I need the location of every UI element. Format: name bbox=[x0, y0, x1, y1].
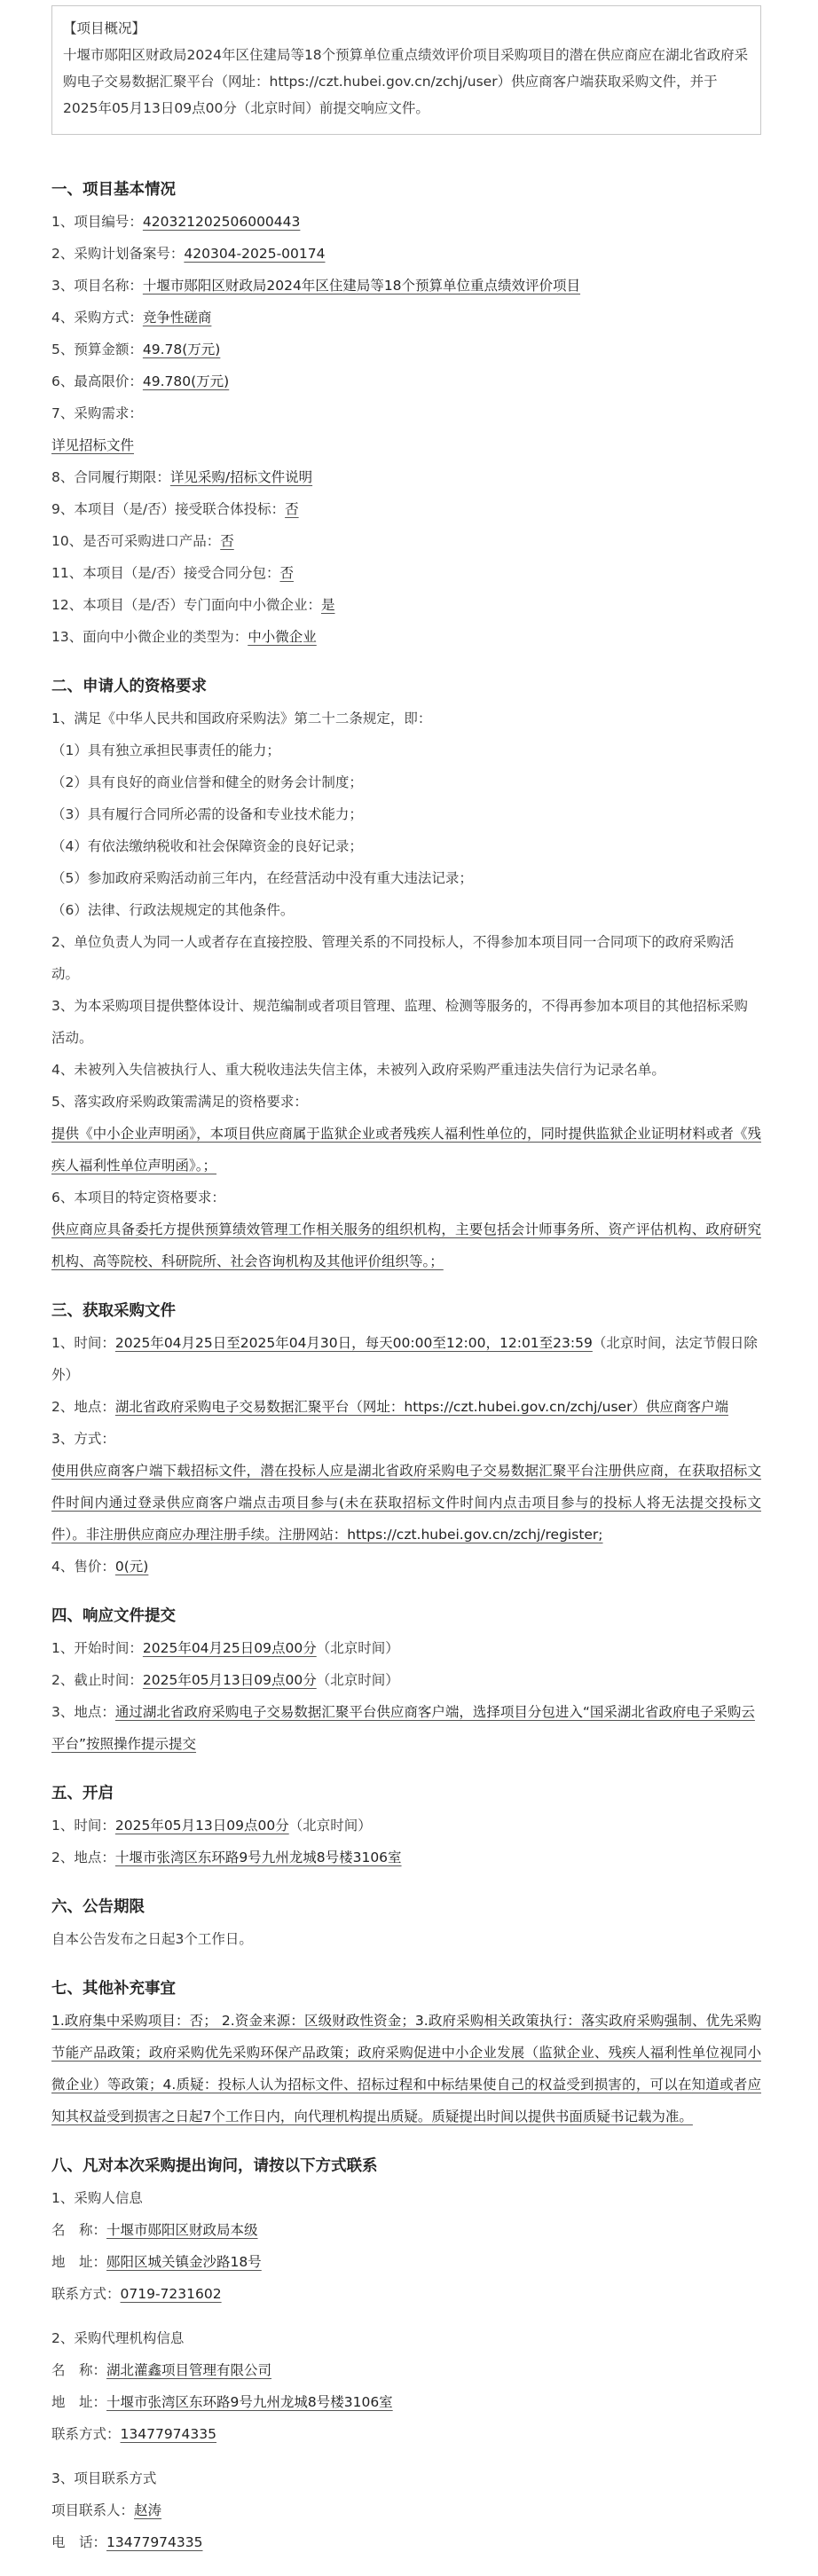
contact-row: 项目联系人：赵涛 bbox=[51, 2502, 162, 2518]
info-row: 1、开始时间：2025年04月25日09点00分（北京时间） bbox=[51, 1640, 399, 1656]
list-item: （1）具有独立承担民事责任的能力； bbox=[51, 742, 280, 758]
info-row: 4、采购方式：竞争性磋商 bbox=[51, 310, 212, 326]
section-qualifications bbox=[51, 671, 761, 1277]
section-title: 五、开启 bbox=[51, 1785, 114, 1802]
info-row: 3、项目名称：十堰市郧阳区财政局2024年区住建局等18个预算单位重点绩效评价项目 bbox=[51, 278, 581, 294]
info-row: 13、面向中小微企业的类型为：中小微企业 bbox=[51, 629, 317, 645]
contact-heading: 3、项目联系方式 bbox=[51, 2470, 157, 2486]
info-row: 4、售价：0(元) bbox=[51, 1559, 149, 1575]
paragraph: 1、满足《中华人民共和国政府采购法》第二十二条规定，即： bbox=[51, 711, 432, 726]
section-contacts bbox=[51, 2150, 761, 2558]
info-row: 2、采购计划备案号：420304-2025-00174 bbox=[51, 246, 326, 262]
paragraph: 3、为本采购项目提供整体设计、规范编制或者项目管理、监理、检测等服务的，不得再参加本项目的其他招标采购活动。 bbox=[51, 998, 748, 1046]
info-row: 3、方式： bbox=[51, 1431, 115, 1447]
summary-text: 十堰市郧阳区财政局2024年区住建局等18个预算单位重点绩效评价项目采购项目的潜在供应商应在湖北省政府采购电子交易数据汇聚平台（网址：https://czt.hubei.gov.cn/zchj/user）供应商客户端获取采购文件，并于2025年05月13日09点00分（北京时间）前提交响应文件。 bbox=[63, 47, 749, 116]
contact-row: 联系方式：13477974335 bbox=[51, 2426, 216, 2442]
section-notice-period bbox=[51, 1891, 761, 1955]
announcement-content bbox=[51, 174, 761, 2576]
paragraph: 自本公告发布之日起3个工作日。 bbox=[51, 1931, 253, 1947]
section-supplementary bbox=[51, 1973, 761, 2132]
paragraph-value: 使用供应商客户端下载招标文件，潜在投标人应是湖北省政府采购电子交易数据汇聚平台注册供应商，在获取招标文件时间内通过登录供应商客户端点击项目参与(未在获取招标文件时间内点击项目参与的投标人将无法提交投标文件）。非注册供应商应办理注册手续。注册网站：https://czt.hubei.gov.cn/zchj/register; bbox=[51, 1463, 761, 1543]
list-item: （4）有依法缴纳税收和社会保障资金的良好记录； bbox=[51, 838, 363, 854]
info-row: 2、地点：湖北省政府采购电子交易数据汇聚平台（网址：https://czt.hubei.gov.cn/zchj/user）供应商客户端 bbox=[51, 1399, 728, 1415]
paragraph: 5、落实政府采购政策需满足的资格要求： bbox=[51, 1094, 308, 1110]
contact-row: 地 址：郧阳区城关镇金沙路18号 bbox=[51, 2254, 262, 2270]
info-row: 1、时间：2025年05月13日09点00分（北京时间） bbox=[51, 1818, 372, 1834]
project-summary-box bbox=[51, 5, 761, 135]
contact-heading: 2、采购代理机构信息 bbox=[51, 2330, 185, 2346]
info-row: 1、项目编号：420321202506000443 bbox=[51, 214, 301, 230]
list-item: （2）具有良好的商业信誉和健全的财务会计制度； bbox=[51, 774, 363, 790]
paragraph-value: 供应商应具备委托方提供预算绩效管理工作相关服务的组织机构，主要包括会计师事务所、资产评估机构、政府研究机构、高等院校、科研院所、社会咨询机构及其他评价组织等。； bbox=[51, 1221, 761, 1269]
section-title: 八、凡对本次采购提出询问，请按以下方式联系 bbox=[51, 2157, 378, 2175]
info-row: 2、截止时间：2025年05月13日09点00分（北京时间） bbox=[51, 1672, 399, 1688]
info-row: 2、地点：十堰市张湾区东环路9号九州龙城8号楼3106室 bbox=[51, 1850, 402, 1865]
section-title: 二、申请人的资格要求 bbox=[51, 678, 207, 695]
section-opening bbox=[51, 1778, 761, 1873]
section-title: 四、响应文件提交 bbox=[51, 1607, 176, 1625]
info-row: 10、是否可采购进口产品：否 bbox=[51, 533, 234, 549]
paragraph: 2、单位负责人为同一人或者存在直接控股、管理关系的不同投标人，不得参加本项目同一合同项下的政府采购活动。 bbox=[51, 934, 735, 982]
info-row: 8、合同履行期限：详见采购/招标文件说明 bbox=[51, 469, 313, 485]
paragraph: 6、本项目的特定资格要求： bbox=[51, 1190, 225, 1206]
contact-row: 电 话：13477974335 bbox=[51, 2534, 203, 2550]
contact-row: 名 称：湖北灌鑫项目管理有限公司 bbox=[51, 2362, 272, 2378]
paragraph-value: 提供《中小企业声明函》，本项目供应商属于监狱企业或者残疾人福利性单位的，同时提供监狱企业证明材料或者《残疾人福利性单位声明函》。； bbox=[51, 1126, 761, 1174]
info-row: 3、地点：通过湖北省政府采购电子交易数据汇聚平台供应商客户端，选择项目分包进入“国采湖北省政府电子采购云平台”按照操作提示提交 bbox=[51, 1704, 755, 1752]
list-item: （6）法律、行政法规规定的其他条件。 bbox=[51, 902, 295, 918]
info-row: 7、采购需求： bbox=[51, 405, 143, 421]
section-title: 七、其他补充事宜 bbox=[51, 1980, 176, 1998]
paragraph: 4、未被列入失信被执行人、重大税收违法失信主体，未被列入政府采购严重违法失信行为记录名单。 bbox=[51, 1062, 665, 1078]
contact-row: 联系方式：0719-7231602 bbox=[51, 2286, 222, 2302]
contact-row: 地 址：十堰市张湾区东环路9号九州龙城8号楼3106室 bbox=[51, 2394, 393, 2410]
section-submission bbox=[51, 1600, 761, 1760]
info-row: 9、本项目（是/否）接受联合体投标：否 bbox=[51, 501, 299, 517]
info-row: 详见招标文件 bbox=[51, 437, 135, 453]
info-row: 12、本项目（是/否）专门面向中小微企业：是 bbox=[51, 597, 335, 613]
info-row: 11、本项目（是/否）接受合同分包：否 bbox=[51, 565, 294, 581]
info-row: 5、预算金额：49.78(万元) bbox=[51, 342, 221, 357]
section-title: 六、公告期限 bbox=[51, 1898, 145, 1916]
section-basic-info bbox=[51, 174, 761, 653]
info-row: 6、最高限价：49.780(万元) bbox=[51, 373, 230, 389]
summary-title: 【项目概况】 bbox=[63, 20, 146, 36]
section-title: 三、获取采购文件 bbox=[51, 1302, 176, 1320]
info-row: 1、时间：2025年04月25日至2025年04月30日，每天00:00至12:00，12:01至23:59（北京时间，法定节假日除外） bbox=[51, 1335, 758, 1383]
section-obtain-documents bbox=[51, 1295, 761, 1583]
section-title: 一、项目基本情况 bbox=[51, 181, 176, 199]
list-item: （5）参加政府采购活动前三年内，在经营活动中没有重大违法记录； bbox=[51, 870, 473, 886]
contact-heading: 1、采购人信息 bbox=[51, 2190, 143, 2206]
contact-row: 名 称：十堰市郧阳区财政局本级 bbox=[51, 2222, 258, 2238]
list-item: （3）具有履行合同所必需的设备和专业技术能力； bbox=[51, 806, 363, 822]
paragraph-value: 1.政府集中采购项目：否； 2.资金来源：区级财政性资金；3.政府采购相关政策执行：落实政府采购强制、优先采购节能产品政策；政府采购优先采购环保产品政策；政府采购促进中小企业发展（监狱企业、残疾人福利性单位视同小微企业）等政策；4.质疑：投标人认为招标文件、招标过程和中标结果使自己的权益受到损害的，可以在知道或者应知其权益受到损害之日起7个工作日内，向代理机构提出质疑。质疑提出时间以提供书面质疑书记载为准。 bbox=[51, 2013, 761, 2124]
